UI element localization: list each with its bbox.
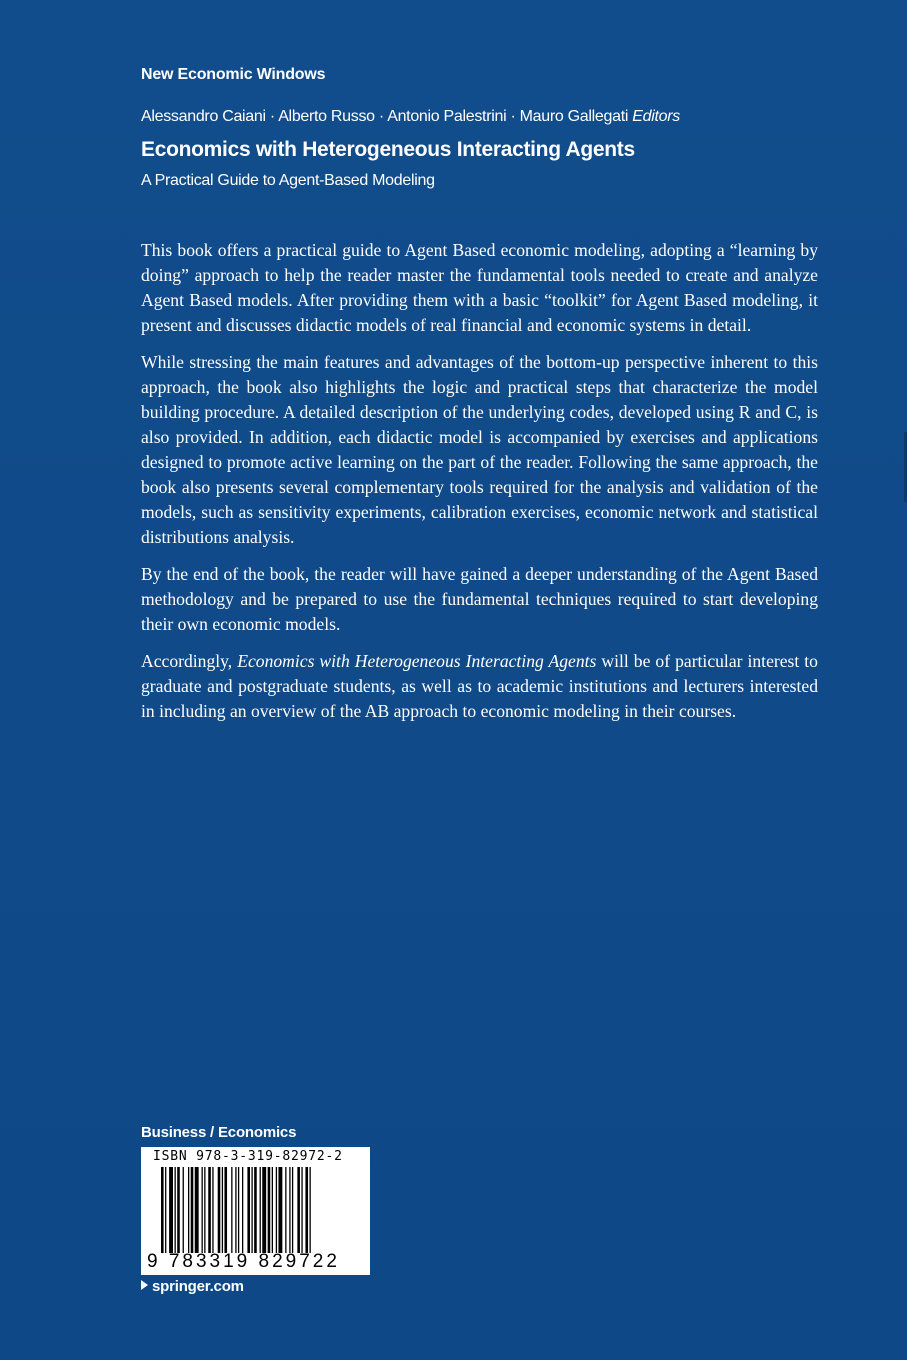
blurb-paragraph-1: This book offers a practical guide to Agent Based economic modeling, adopting a “learning by doing” approach to help the reader master the fundamental tools needed to create and analyze Agent Based models. After providing them with a basic “toolkit” for Agent Based modeling, it present and discusses didactic models of real financial and economic systems in detail. xyxy=(141,240,818,335)
editors-role: Editors xyxy=(632,108,680,125)
isbn-label: ISBN 978-3-319-82972-2 xyxy=(153,1149,343,1164)
blurb-paragraph-2: While stressing the main features and advantages of the bottom-up perspective inherent to this approach, the book also highlights the logic and practical steps that characterize the model building procedure. A detailed description of the underlying codes, developed using R and C, is also provided. In addition, each didactic model is accompanied by exercises and applications designed to promote active learning on the part of the reader. Following the same approach, the book also presents several complementary tools required for the analysis and validation of the models, such as sensitivity experiments, calibration exercises, economic network and statistical distributions analysis. xyxy=(141,352,818,547)
blurb-text xyxy=(141,238,818,736)
editor-names: Alessandro Caiani · Alberto Russo · Antonio Palestrini · Mauro Gallegati xyxy=(141,108,629,125)
website-text: springer.com xyxy=(152,1278,244,1295)
book-title: Economics with Heterogeneous Interacting Agents xyxy=(141,138,635,161)
p4-suffix: will be of particular interest to graduate and postgraduate students, as well as to academic institutions and lecturers interested in including an overview of the AB approach to economic modeling in their courses. xyxy=(141,651,818,721)
blurb-paragraph-4 xyxy=(141,649,818,724)
p4-prefix: Accordingly, xyxy=(141,651,238,671)
book-subtitle: A Practical Guide to Agent-Based Modeling xyxy=(141,172,435,189)
subject-category: Business / Economics xyxy=(141,1124,297,1141)
barcode-bars xyxy=(161,1167,359,1253)
blurb-paragraph-3: By the end of the book, the reader will have gained a deeper understanding of the Agent Based methodology and be prepared to use the fundamental techniques required to start developing their own economic models. xyxy=(141,564,818,634)
isbn-barcode xyxy=(141,1147,370,1275)
editors-line xyxy=(141,108,680,126)
arrow-right-icon xyxy=(141,1280,148,1290)
series-name: New Economic Windows xyxy=(141,66,326,83)
p4-title-italic: Economics with Heterogeneous Interacting Agents xyxy=(237,651,597,671)
barcode-number: 9 783319 829722 xyxy=(147,1251,340,1272)
publisher-website xyxy=(141,1278,244,1295)
